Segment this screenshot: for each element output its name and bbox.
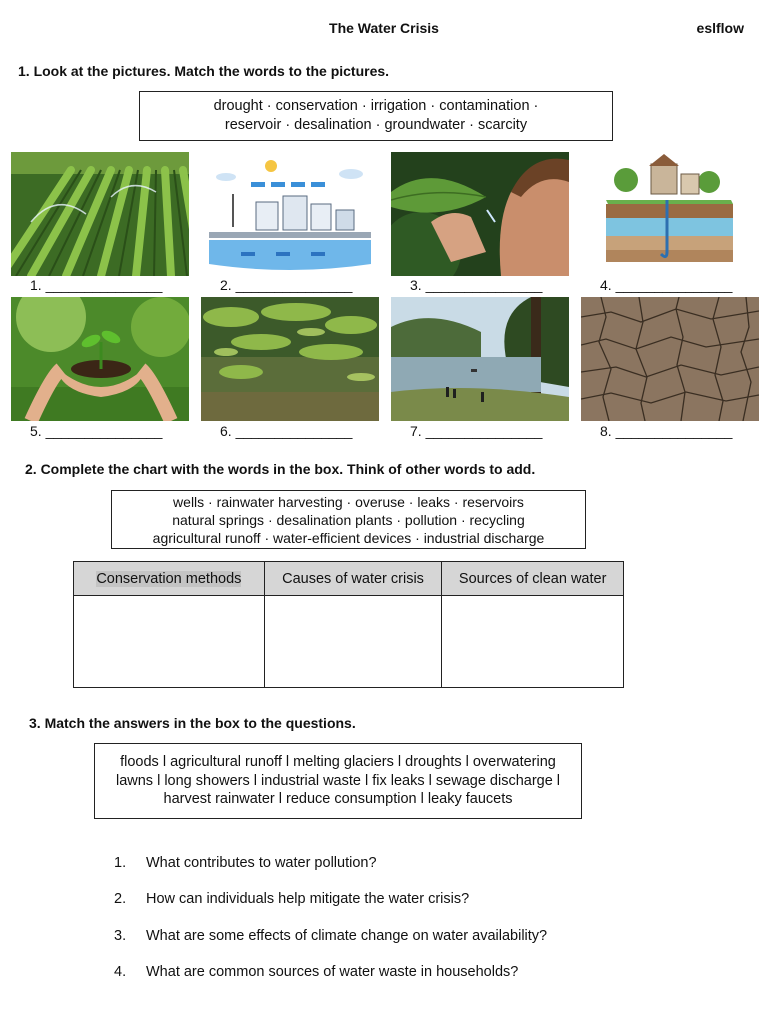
question-number: 4.: [114, 964, 127, 980]
word-box-line: drought · conservation · irrigation · contamination ·: [213, 98, 539, 114]
question-item: [114, 964, 734, 980]
chart-header-sources: [442, 562, 624, 596]
section2-heading: 2. Complete the chart with the words in the box. Think of other words to add.: [25, 461, 536, 477]
answer-blank: _______________: [45, 277, 163, 293]
chart-header-label: Causes of water crisis: [282, 570, 424, 587]
chart-header-label: Conservation methods: [96, 570, 242, 587]
word-box-line: natural springs · desalination plants · pollution · recycling: [172, 512, 525, 528]
picture-3-answer-line[interactable]: [410, 277, 542, 293]
answer-blank: _______________: [615, 277, 733, 293]
item-number: 2.: [220, 277, 232, 293]
chart-header-label: Sources of clean water: [458, 570, 607, 587]
section3-answer-box: [94, 743, 582, 819]
answer-box-line: floods l agricultural runoff l melting glaciers l droughts l overwatering: [120, 754, 556, 770]
question-item: [114, 928, 734, 944]
picture-lake-reservoir-with-people: [391, 297, 569, 421]
question-item: [114, 891, 734, 907]
section1-word-box: [139, 91, 613, 141]
answer-blank: _______________: [425, 423, 543, 439]
chart-cell-sources[interactable]: [442, 596, 624, 688]
item-number: 3.: [410, 277, 422, 293]
answer-blank: _______________: [615, 423, 733, 439]
picture-1-answer-line[interactable]: [30, 277, 162, 293]
picture-desalination-plant-illustration: [201, 152, 379, 276]
chart-cell-causes[interactable]: [264, 596, 442, 688]
section3-heading: 3. Match the answers in the box to the questions.: [29, 715, 356, 731]
chart-header-conservation: [74, 562, 265, 596]
brand-name: eslflow: [696, 20, 744, 36]
question-text: What are some effects of climate change on water availability?: [146, 928, 548, 944]
item-number: 4.: [600, 277, 612, 293]
question-text: What contributes to water pollution?: [146, 855, 377, 871]
picture-8-answer-line[interactable]: [600, 423, 732, 439]
picture-6-answer-line[interactable]: [220, 423, 352, 439]
picture-cracked-dry-earth: [581, 297, 759, 421]
answer-box-line: lawns l long showers l industrial waste l fix leaks l sewage discharge l: [115, 772, 561, 789]
picture-hands-holding-seedling: [11, 297, 189, 421]
question-text: How can individuals help mitigate the water crisis?: [146, 891, 470, 907]
chart-cell-conservation[interactable]: [74, 596, 265, 688]
section1-heading: 1. Look at the pictures. Match the words to the pictures.: [18, 63, 390, 79]
answer-blank: _______________: [425, 277, 543, 293]
picture-algae-covered-water: [201, 297, 379, 421]
picture-5-answer-line[interactable]: [30, 423, 162, 439]
item-number: 5.: [30, 423, 42, 439]
page-title: The Water Crisis: [329, 20, 439, 36]
question-number: 1.: [114, 855, 127, 871]
word-box-line: wells · rainwater harvesting · overuse · leaks · reservoirs: [173, 494, 524, 510]
question-text: What are common sources of water waste in households?: [146, 964, 519, 980]
section2-word-box: [111, 490, 586, 549]
item-number: 8.: [600, 423, 612, 439]
picture-2-answer-line[interactable]: [220, 277, 352, 293]
item-number: 7.: [410, 423, 422, 439]
answer-box-line: harvest rainwater l reduce consumption l leaky faucets: [163, 791, 513, 807]
chart-header-causes: [264, 562, 442, 596]
question-item: [114, 855, 734, 871]
word-box-line: agricultural runoff · water-efficient devices · industrial discharge: [152, 530, 545, 546]
picture-groundwater-cross-section: [581, 152, 759, 276]
picture-man-drinking-from-leaf: [391, 152, 569, 276]
word-box-line: reservoir · desalination · groundwater · scarcity: [224, 117, 528, 133]
sorting-chart: [73, 561, 624, 688]
picture-7-answer-line[interactable]: [410, 423, 542, 439]
item-number: 1.: [30, 277, 42, 293]
picture-irrigated-crop-field: [11, 152, 189, 276]
answer-blank: _______________: [235, 423, 353, 439]
item-number: 6.: [220, 423, 232, 439]
question-number: 3.: [114, 928, 127, 944]
answer-blank: _______________: [235, 277, 353, 293]
answer-blank: _______________: [45, 423, 163, 439]
picture-4-answer-line[interactable]: [600, 277, 732, 293]
question-number: 2.: [114, 891, 127, 907]
